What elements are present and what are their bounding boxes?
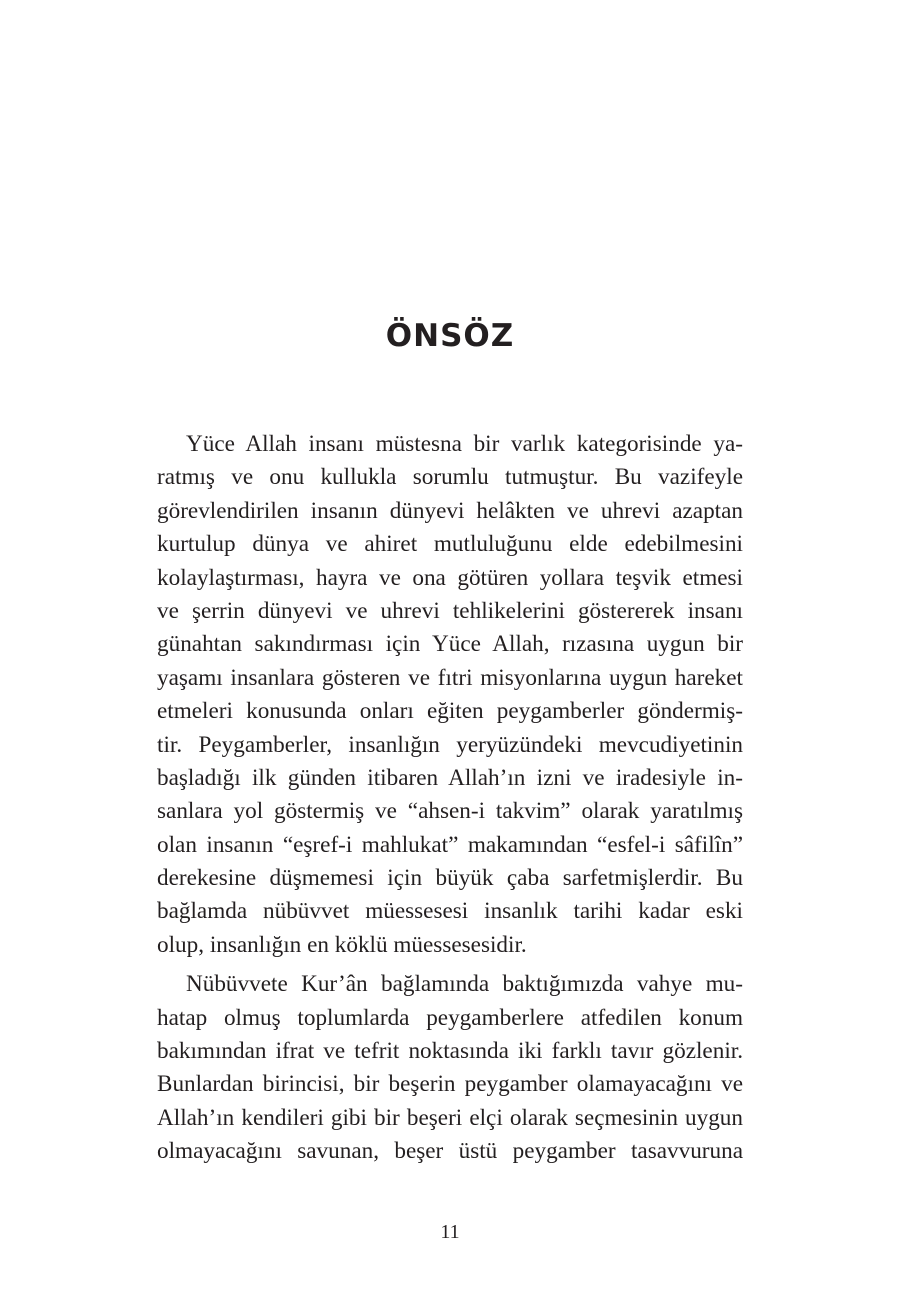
paragraph-1 [157, 428, 743, 962]
text-line: tir. Peygamberler, insanlığın yeryüzündeki mevcudiyetinin [157, 731, 743, 758]
body-text [157, 428, 743, 1175]
text-line: başladığı ilk günden itibaren Allah’ın izni ve iradesiyle in- [157, 764, 743, 791]
text-line: etmeleri konusunda onları eğiten peygamberler göndermiş- [157, 698, 743, 725]
text-line: olup, insanlığın en köklü müessesesidir. [157, 931, 527, 958]
page-number: 11 [440, 1221, 460, 1243]
text-line: olan insanın “eşref-i mahlukat” makamından “esfel-i sâfilîn” [157, 831, 743, 858]
text-line: ratmış ve onu kullukla sorumlu tutmuştur. Bu vazifeyle [157, 464, 743, 491]
text-line: bağlamda nübüvvet müessesesi insanlık tarihi kadar eski [157, 898, 743, 925]
text-line: günahtan sakındırması için Yüce Allah, rızasına uygun bir [157, 631, 743, 658]
text-line: Bunlardan birincisi, bir beşerin peygamber olamayacağını ve [157, 1071, 743, 1098]
text-line: derekesine düşmemesi için büyük çaba sarfetmişlerdir. Bu [157, 865, 743, 892]
paragraph-2 [157, 968, 743, 1168]
text-line: sanlara yol göstermiş ve “ahsen-i takvim” olarak yaratılmış [157, 798, 743, 825]
text-line: kurtulup dünya ve ahiret mutluluğunu elde edebilmesini [157, 531, 743, 558]
text-line: hatap olmuş toplumlarda peygamberlere atfedilen konum [157, 1004, 743, 1031]
text-line: Yüce Allah insanı müstesna bir varlık kategorisinde ya- [186, 431, 743, 457]
chapter-title: ÖNSÖZ [385, 318, 515, 354]
text-line: Nübüvvete Kur’ân bağlamında baktığımızda vahye mu- [186, 971, 743, 998]
text-line: bakımından ifrat ve tefrit noktasında iki farklı tavır gözlenir. [157, 1038, 743, 1065]
text-line: kolaylaştırması, hayra ve ona götüren yollara teşvik etmesi [157, 564, 743, 591]
text-line: olmayacağını savunan, beşer üstü peygamber tasavvuruna [157, 1138, 743, 1165]
text-line: görevlendirilen insanın dünyevi helâkten ve uhrevi azaptan [157, 497, 743, 524]
text-line: ve şerrin dünyevi ve uhrevi tehlikelerini göstererek insanı [157, 597, 743, 624]
text-line: yaşamı insanlara gösteren ve fıtri misyonlarına uygun hareket [157, 664, 743, 691]
text-line: Allah’ın kendileri gibi bir beşeri elçi olarak seçmesinin uygun [157, 1104, 743, 1131]
